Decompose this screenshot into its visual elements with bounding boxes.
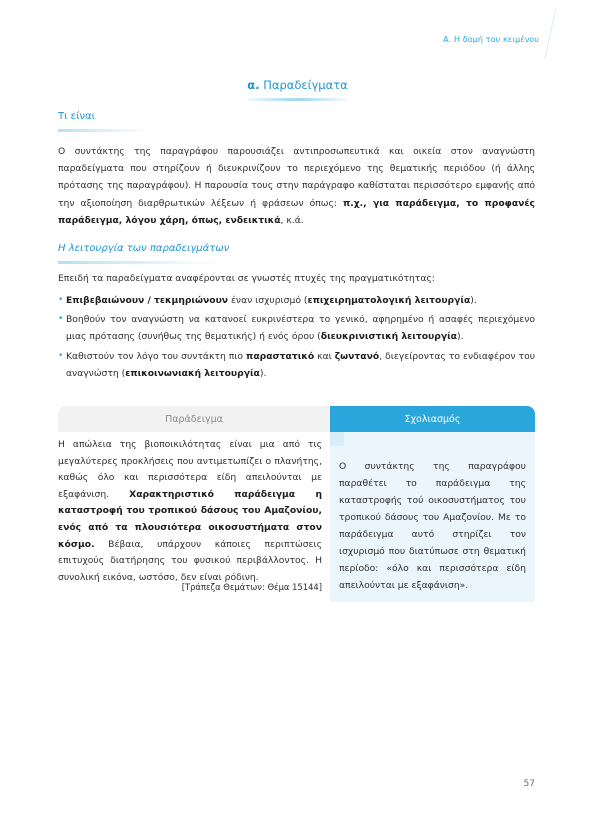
bold-term: διευκρινιστική λειτουργία	[320, 331, 457, 343]
bullet-dot-icon: •	[58, 295, 64, 305]
example-text-part: Η απώλεια της βιοποικιλότητας είναι μια από τις μεγαλύτερες προκλήσεις που αντιμετωπίζει ο πλανήτης, καθώς όλο και περισσότερα είδη απειλούνται με εξαφάνιση.	[58, 439, 322, 500]
list-item	[58, 348, 535, 382]
bullet-text: , διεγείροντας το ενδιαφέρον του αναγνώστη (	[66, 350, 536, 379]
section-title-text: Παραδείγματα	[263, 78, 348, 92]
commentary-column-header: Σχολιασμός	[330, 406, 535, 432]
example-source: [Τράπεζα Θεμάτων: Θέμα 15144]	[181, 582, 322, 592]
bullet-text: ).	[259, 367, 267, 379]
example-text	[58, 437, 322, 586]
bold-term: Επιβεβαιώνουν / τεκμηριώνουν	[66, 295, 229, 306]
list-item	[58, 311, 535, 345]
section-letter: α.	[247, 78, 260, 92]
bullet-dot-icon: •	[58, 350, 64, 361]
what-is-underline	[58, 129, 148, 132]
bullet-text: Καθιστούν τον λόγο του συντάκτη πιο	[66, 350, 247, 362]
commentary-text: Ο συντάκτης της παραγράφου παραθέτει το παράδειγμα της καταστροφής τού οικοσυστήματος του τροπικού δάσους του Αμαζονίου. Με το παράδειγμα αυτό στηρίζει τον ισχυρισμό που διατύπωσε στη θεματική περίοδο: «όλο και περισσότερα είδη απειλούνται με εξαφάνιση».	[339, 461, 526, 591]
what-is-heading: Τι είναι	[58, 111, 96, 122]
connective-words: π.χ., για παράδειγμα, το προφανές παράδειγμα, λόγου χάρη, όπως, ενδεικτικά	[58, 197, 535, 226]
bullet-text: Βοηθούν τον αναγνώστη να κατανοεί ευκρινέστερα το γενικό, αφηρημένο ή ασαφές περιεχόμενο μιας πρότασης (συνήθως της θεματικής) ή ενός όρου (	[66, 314, 535, 343]
bullet-text: και	[314, 350, 335, 362]
example-text-part: Βέβαια, υπάρχουν κάποιες περιπτώσεις επιτυχούς διατήρησης του φυσικού περιβάλλοντος. Η συνολική εικόνα, ωστόσο, δεν είναι ρόδινη.	[58, 538, 322, 583]
list-item	[58, 292, 535, 309]
bold-term: επικοινωνιακή λειτουργία	[125, 367, 260, 379]
commentary-panel-corner	[330, 432, 344, 446]
example-highlight: Χαρακτηριστικό παράδειγμα η καταστροφή του τροπικού δάσους του Αμαζονίου, ενός από τα πλουσιότερα οικοσυστήματα στον κόσμο.	[58, 488, 322, 550]
page-number: 57	[523, 779, 535, 789]
what-is-paragraph	[58, 143, 535, 229]
paragraph-end: , κ.ά.	[280, 214, 304, 226]
function-intro: Επειδή τα παραδείγματα αναφέρονται σε γνωστές πτυχές της πραγματικότητας:	[58, 273, 435, 284]
header-tab-decoration	[535, 8, 557, 58]
bold-term: ζωντανό	[334, 350, 380, 362]
function-bullet-list	[58, 292, 535, 384]
bullet-dot-icon: •	[58, 314, 64, 325]
paragraph-text: Ο συντάκτης της παραγράφου παρουσιάζει αντιπροσωπευτικά και οικεία στον αναγνώστη παραδείγματα που στηρίζουν ή διευκρινίζουν το περιεχόμενο της θεματικής περιόδου (ή άλλης πρότασης της παραγράφου). Η παρουσία τους στην παράγραφο καθίσταται περισσότερο εμφανής από την αξιοποίηση διαρθρωτικών λέξεων ή φράσεων όπως:	[58, 146, 535, 209]
example-column-header: Παράδειγμα	[58, 406, 330, 432]
section-title	[0, 78, 595, 92]
function-underline	[58, 261, 218, 264]
bullet-text: ).	[456, 331, 464, 343]
bullet-text: έναν ισχυρισμό (	[228, 295, 308, 306]
section-title-underline	[247, 98, 347, 101]
bold-term: επιχειρηματολογική λειτουργία	[307, 295, 471, 306]
function-heading: Η λειτουργία των παραδειγμάτων	[58, 243, 230, 254]
bold-term: παραστατικό	[246, 350, 315, 362]
bullet-text: ).	[470, 295, 477, 306]
chapter-tag: Α. Η δομή του κειμένου	[443, 35, 539, 44]
